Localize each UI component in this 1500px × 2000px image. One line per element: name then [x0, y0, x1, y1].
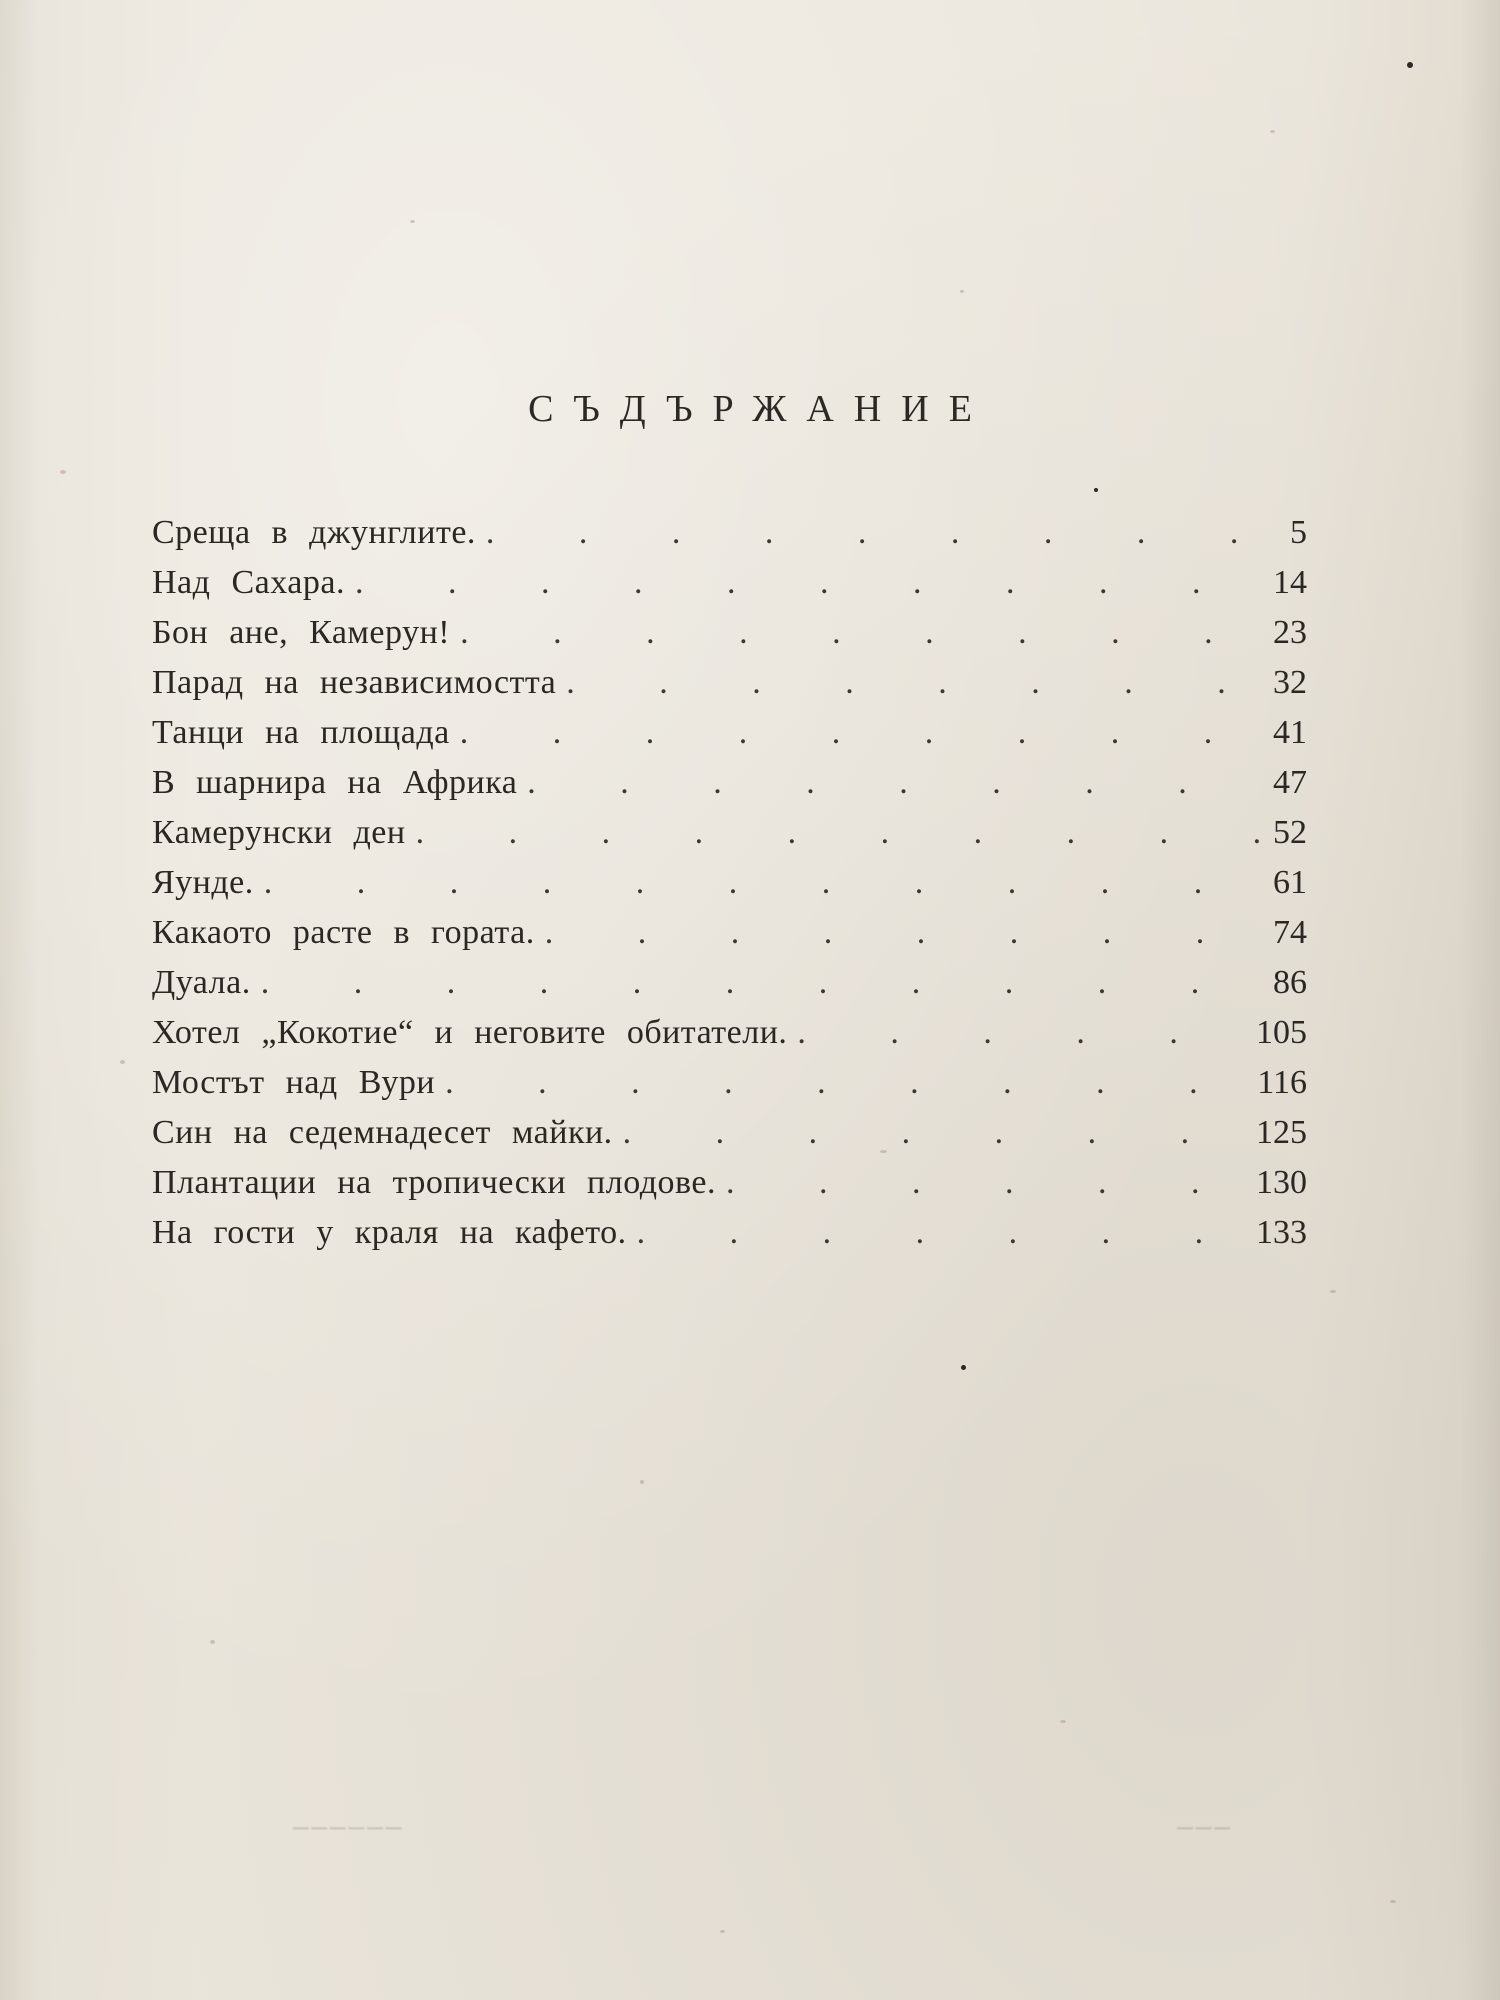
toc-entry-page-number: 41 [1273, 714, 1307, 751]
paper-fleck [1390, 1900, 1396, 1903]
toc-entry [152, 808, 1307, 858]
toc-entry [152, 908, 1307, 958]
paper-fleck [1060, 1720, 1066, 1723]
toc-entry-page-number: 47 [1273, 764, 1307, 801]
toc-entry-title: Плантации на тропически плодове. [152, 1164, 716, 1201]
dot-leader [797, 1008, 1246, 1058]
toc-entry [152, 508, 1307, 558]
page-title: СЪДЪРЖАНИЕ [528, 388, 992, 431]
toc-entry [152, 1208, 1307, 1258]
paper-fleck [120, 1060, 125, 1064]
toc-entry-title: Камерунски ден [152, 814, 406, 851]
paper-fleck [1330, 1290, 1336, 1293]
paper-fleck [410, 220, 415, 223]
toc-entry-page-number: 5 [1290, 514, 1307, 551]
toc-entry-title: Син на седемнадесет майки. [152, 1114, 613, 1151]
dot-leader [726, 1158, 1246, 1208]
toc-entry-page-number: 74 [1273, 914, 1307, 951]
toc-entry [152, 558, 1307, 608]
toc-entry-page-number: 130 [1256, 1164, 1307, 1201]
toc-entry-title: Парад на независимостта [152, 664, 557, 701]
dot-leader [416, 808, 1263, 858]
toc-entry-page-number: 105 [1256, 1014, 1307, 1051]
toc-entry-page-number: 32 [1273, 664, 1307, 701]
toc-entry [152, 858, 1307, 908]
dot-leader [486, 508, 1280, 558]
dot-leader [264, 858, 1263, 908]
toc-entry [152, 1058, 1307, 1108]
toc-entry-title: На гости у краля на кафето. [152, 1214, 627, 1251]
dot-leader [445, 1058, 1247, 1108]
toc-entry-title: Среща в джунглите. [152, 514, 476, 551]
dot-leader [355, 558, 1263, 608]
table-of-contents [152, 508, 1307, 1258]
show-through-text: ─── ────── [290, 1815, 1230, 1840]
toc-entry-page-number: 14 [1273, 564, 1307, 601]
toc-entry-title: Яунде. [152, 864, 254, 901]
toc-entry [152, 758, 1307, 808]
toc-entry-page-number: 52 [1273, 814, 1307, 851]
ink-speck [961, 1365, 966, 1370]
toc-entry [152, 708, 1307, 758]
dot-leader [637, 1208, 1246, 1258]
dot-leader [566, 658, 1263, 708]
paper-fleck [60, 470, 66, 474]
toc-entry-title: Бон ане, Камерун! [152, 614, 451, 651]
dot-leader [527, 758, 1263, 808]
ink-speck [1407, 62, 1413, 68]
dot-leader [460, 608, 1263, 658]
toc-entry [152, 1008, 1307, 1058]
toc-entry-title: Какаото расте в гората. [152, 914, 535, 951]
toc-entry-page-number: 116 [1257, 1064, 1307, 1101]
toc-entry [152, 1158, 1307, 1208]
paper-fleck [720, 1930, 725, 1933]
toc-entry-page-number: 61 [1273, 864, 1307, 901]
toc-entry-title: Танци на площада [152, 714, 450, 751]
paper-fleck [210, 1640, 215, 1644]
toc-entry [152, 658, 1307, 708]
toc-entry-title: Мостът над Вури [152, 1064, 436, 1101]
toc-entry [152, 1108, 1307, 1158]
ink-speck [1094, 488, 1098, 492]
toc-entry-page-number: 133 [1256, 1214, 1307, 1251]
paper-fleck [960, 290, 964, 293]
toc-entry [152, 958, 1307, 1008]
toc-entry-page-number: 125 [1256, 1114, 1307, 1151]
toc-entry-title: В шарнира на Африка [152, 764, 518, 801]
dot-leader [623, 1108, 1246, 1158]
paper-fleck [640, 1480, 644, 1484]
paper-fleck [1270, 130, 1275, 133]
dot-leader [545, 908, 1263, 958]
toc-entry-page-number: 86 [1273, 964, 1307, 1001]
dot-leader [261, 958, 1263, 1008]
toc-entry-title: Дуала. [152, 964, 251, 1001]
toc-entry [152, 608, 1307, 658]
toc-entry-title: Хотел „Кокотие“ и неговите обитатели. [152, 1014, 788, 1051]
toc-entry-page-number: 23 [1273, 614, 1307, 651]
toc-entry-title: Над Сахара. [152, 564, 345, 601]
dot-leader [460, 708, 1263, 758]
